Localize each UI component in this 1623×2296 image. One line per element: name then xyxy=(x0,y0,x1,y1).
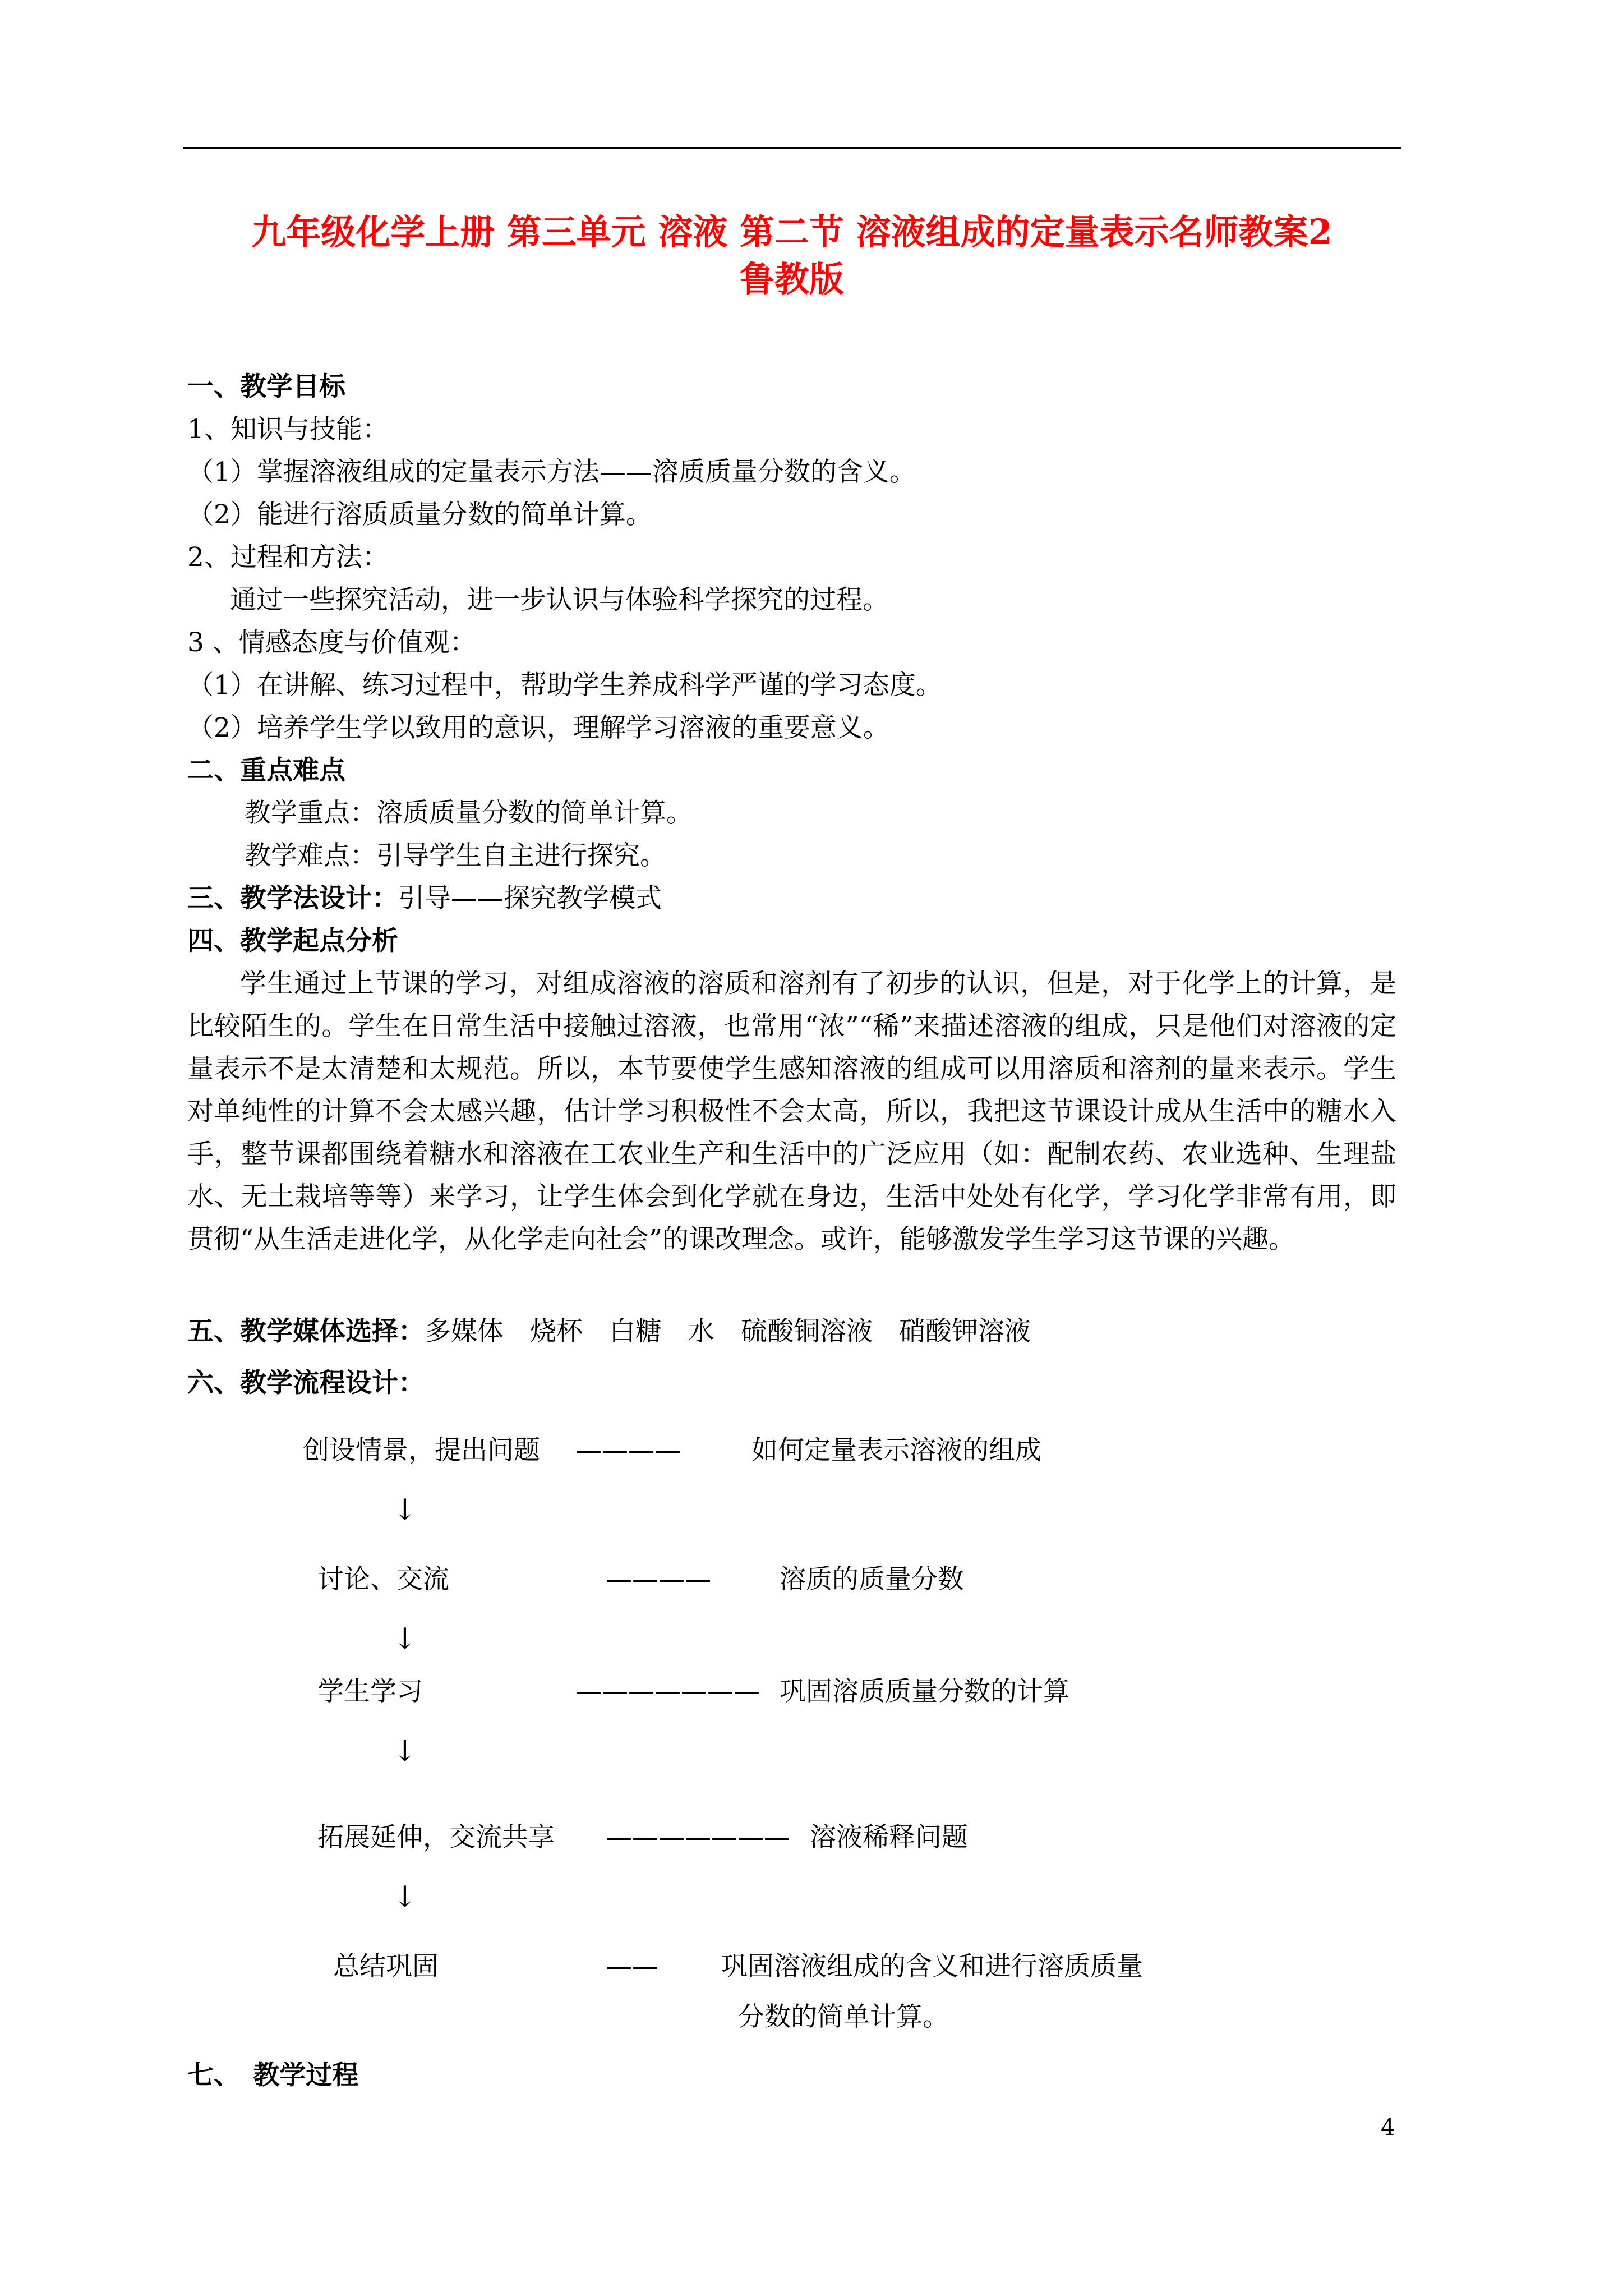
flow-step-4: 拓展延伸，交流共享 xyxy=(317,1822,555,1853)
section5-value: 多媒体 烧杯 白糖 水 硫酸铜溶液 硝酸钾溶液 xyxy=(425,1316,1031,1347)
flow-arrow-4: ↓ xyxy=(393,1880,417,1914)
document-title-line1: 九年级化学上册 第三单元 溶液 第二节 溶液组成的定量表示名师教案2 xyxy=(251,211,1332,252)
flow-desc-5-cont: 分数的简单计算。 xyxy=(738,2001,949,2032)
header-rule xyxy=(183,147,1401,149)
starting-point-paragraph: 学生通过上节课的学习，对组成溶液的溶质和溶剂有了初步的认识，但是，对于化学上的计算，是比较陌生的。学生在日常生活中接触过溶液，也常用“浓”“稀”来描述溶液的组成，只是他们对溶液的定量表示不是太清楚和太规范。所以，本节要使学生感知溶液的组成可以用溶质和溶剂的量来表示。学生对单纯性的计算不会太感兴趣，估计学习积极性不会太高，所以，我把这节课设计成从生活中的糖水入手，整节课都围绕着糖水和溶液在工农业生产和生活中的广泛应用（如：配制农药、农业选种、生理盐水、无土栽培等等）来学习，让学生体会到化学就在身边，生活中处处有化学，学习化学非常有用，即贯彻“从生活走进化学，从化学走向社会”的课改理念。或许，能够激发学生学习这节课的兴趣。 xyxy=(187,968,1396,1255)
document-title-line2: 鲁教版 xyxy=(739,259,844,300)
flow-arrow-2: ↓ xyxy=(393,1622,417,1656)
process-method-item: 通过一些探究活动，进一步认识与体验科学探究的过程。 xyxy=(230,585,889,615)
teaching-key-point: 教学重点：溶质质量分数的简单计算。 xyxy=(245,798,693,829)
flow-dash-5: —— xyxy=(606,1951,658,1982)
emotion-item-2: （2）培养学生学以致用的意识，理解学习溶液的重要意义。 xyxy=(187,712,889,743)
flow-desc-3: 巩固溶质质量分数的计算 xyxy=(780,1676,1069,1707)
flow-dash-3: ——————— xyxy=(575,1676,760,1707)
flow-step-2: 讨论、交流 xyxy=(317,1564,449,1595)
flow-desc-2: 溶质的质量分数 xyxy=(780,1564,964,1595)
section6-heading: 六、教学流程设计： xyxy=(187,1368,425,1398)
flow-desc-1: 如何定量表示溶液的组成 xyxy=(751,1435,1041,1466)
knowledge-item-2: （2）能进行溶质质量分数的简单计算。 xyxy=(187,499,652,530)
page-number: 4 xyxy=(1381,2115,1395,2141)
flow-arrow-1: ↓ xyxy=(393,1493,417,1527)
flow-step-1: 创设情景，提出问题 xyxy=(303,1435,540,1466)
emotion-item-1: （1）在讲解、练习过程中，帮助学生养成科学严谨的学习态度。 xyxy=(187,670,942,701)
process-method-heading: 2、过程和方法： xyxy=(187,542,389,573)
flow-desc-5: 巩固溶液组成的含义和进行溶质质量 xyxy=(721,1951,1143,1982)
flow-dash-1: ———— xyxy=(575,1435,681,1466)
flow-dash-4: ——————— xyxy=(606,1822,790,1853)
flow-arrow-3: ↓ xyxy=(393,1734,417,1768)
section3-line xyxy=(187,882,662,915)
flow-desc-4: 溶液稀释问题 xyxy=(810,1822,968,1853)
flow-step-5: 总结巩固 xyxy=(333,1951,439,1982)
emotion-values-heading: 3 、情感态度与价值观： xyxy=(187,627,476,658)
section4-heading: 四、教学起点分析 xyxy=(187,926,398,956)
knowledge-item-1: （1）掌握溶液组成的定量表示方法——溶质质量分数的含义。 xyxy=(187,457,916,487)
section3-value: 引导——探究教学模式 xyxy=(398,883,662,914)
section1-heading: 一、教学目标 xyxy=(187,371,345,402)
section7-heading: 七、 教学过程 xyxy=(187,2060,359,2091)
section5-line xyxy=(187,1315,1031,1349)
flow-step-3: 学生学习 xyxy=(317,1676,423,1707)
section2-heading: 二、重点难点 xyxy=(187,755,345,786)
section5-label: 五、教学媒体选择： xyxy=(187,1316,425,1347)
teaching-difficulty: 教学难点：引导学生自主进行探究。 xyxy=(245,840,666,871)
section3-label: 三、教学法设计： xyxy=(187,883,398,914)
flow-dash-2: ———— xyxy=(606,1564,711,1595)
knowledge-skills-heading: 1、知识与技能： xyxy=(187,414,389,445)
